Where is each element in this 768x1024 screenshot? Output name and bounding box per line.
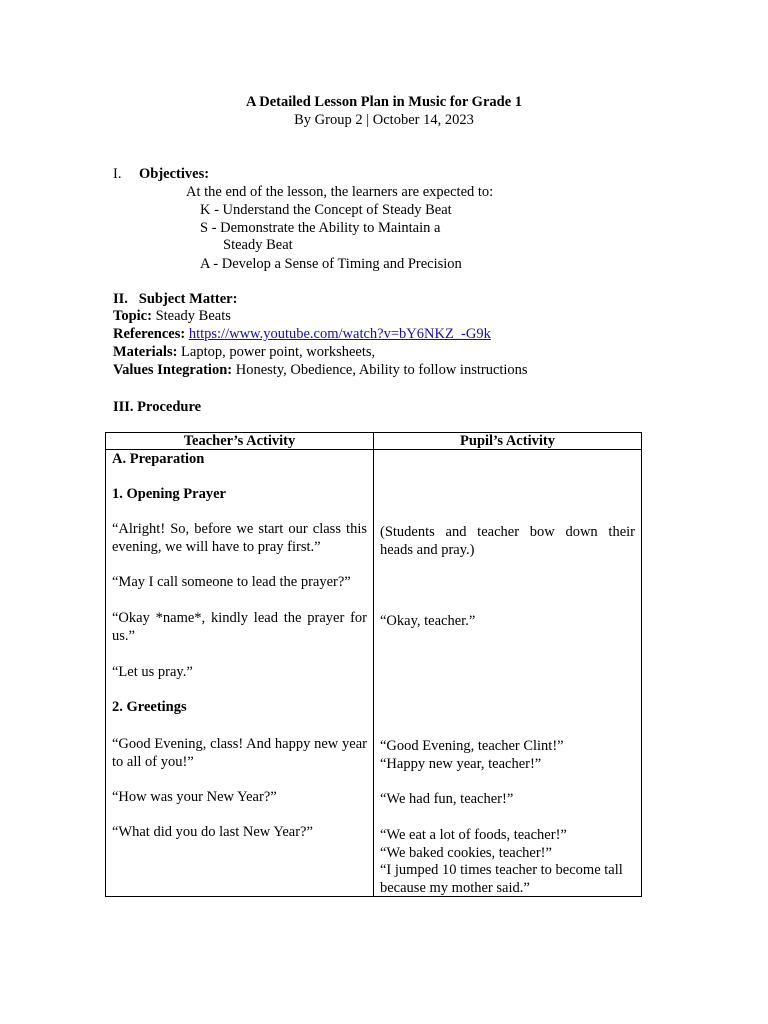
subsection-opening-prayer: 1. Opening Prayer bbox=[112, 486, 226, 502]
procedure-table bbox=[105, 432, 642, 897]
topic-label: Topic: bbox=[113, 308, 152, 324]
subject-matter-heading: II. Subject Matter: bbox=[113, 291, 238, 307]
materials-line bbox=[113, 343, 375, 361]
teacher-line: “Alright! So, before we start our class this evening, we will have to pray first.” bbox=[112, 521, 367, 555]
pupil-line: “Happy new year, teacher!” bbox=[380, 756, 542, 772]
pupil-line: “We baked cookies, teacher!” bbox=[380, 845, 552, 861]
pupil-activity-cell bbox=[374, 450, 642, 897]
subsection-greetings: 2. Greetings bbox=[112, 699, 187, 715]
pupil-activity-header: Pupil’s Activity bbox=[374, 433, 642, 450]
teacher-line: “Good Evening, class! And happy new year to all of you!” bbox=[112, 736, 367, 770]
objective-attitude: A - Develop a Sense of Timing and Precision bbox=[200, 256, 462, 272]
objective-skill: S - Demonstrate the Ability to Maintain a bbox=[200, 220, 441, 236]
references-link[interactable]: https://www.youtube.com/watch?v=bY6NKZ_-G9k bbox=[188, 326, 491, 342]
values-label: Values Integration: bbox=[113, 362, 233, 378]
document-title: A Detailed Lesson Plan in Music for Grade 1 bbox=[245, 94, 523, 110]
pupil-line: (Students and teacher bow down their heads and pray.) bbox=[380, 524, 635, 558]
values-line bbox=[113, 361, 528, 379]
teacher-line: “Okay *name*, kindly lead the prayer for us.” bbox=[112, 610, 367, 644]
teacher-line: “How was your New Year?” bbox=[112, 789, 277, 805]
teacher-line: “May I call someone to lead the prayer?” bbox=[112, 574, 351, 590]
objectives-intro: At the end of the lesson, the learners are expected to: bbox=[186, 184, 494, 200]
references-line bbox=[113, 325, 491, 343]
objectives-heading: Objectives: bbox=[139, 166, 210, 182]
pupil-line: “Good Evening, teacher Clint!” bbox=[380, 738, 564, 754]
topic-line bbox=[113, 307, 231, 325]
pupil-line: “Okay, teacher.” bbox=[380, 613, 476, 629]
document-subtitle: By Group 2 | October 14, 2023 bbox=[294, 112, 474, 128]
materials-label: Materials: bbox=[113, 344, 178, 360]
teacher-line: “What did you do last New Year?” bbox=[112, 824, 313, 840]
teacher-line: “Let us pray.” bbox=[112, 664, 193, 680]
section-preparation: A. Preparation bbox=[112, 451, 205, 467]
objective-skill-cont: Steady Beat bbox=[223, 237, 293, 253]
topic-value: Steady Beats bbox=[151, 308, 231, 324]
pupil-line: “We eat a lot of foods, teacher!” bbox=[380, 827, 567, 843]
teacher-activity-header: Teacher’s Activity bbox=[106, 433, 374, 450]
procedure-heading: III. Procedure bbox=[113, 399, 202, 415]
values-value: Honesty, Obedience, Ability to follow instructions bbox=[232, 362, 528, 378]
table-header-row bbox=[106, 433, 642, 450]
teacher-activity-cell bbox=[106, 450, 374, 897]
table-row bbox=[106, 450, 642, 897]
materials-value: Laptop, power point, worksheets, bbox=[177, 344, 376, 360]
objective-knowledge: K - Understand the Concept of Steady Beat bbox=[200, 202, 452, 218]
references-label: References: bbox=[113, 326, 186, 342]
objectives-numeral: I. bbox=[113, 166, 122, 182]
pupil-line: “I jumped 10 times teacher to become tall because my mother said.” bbox=[380, 862, 623, 896]
pupil-line: “We had fun, teacher!” bbox=[380, 791, 514, 807]
